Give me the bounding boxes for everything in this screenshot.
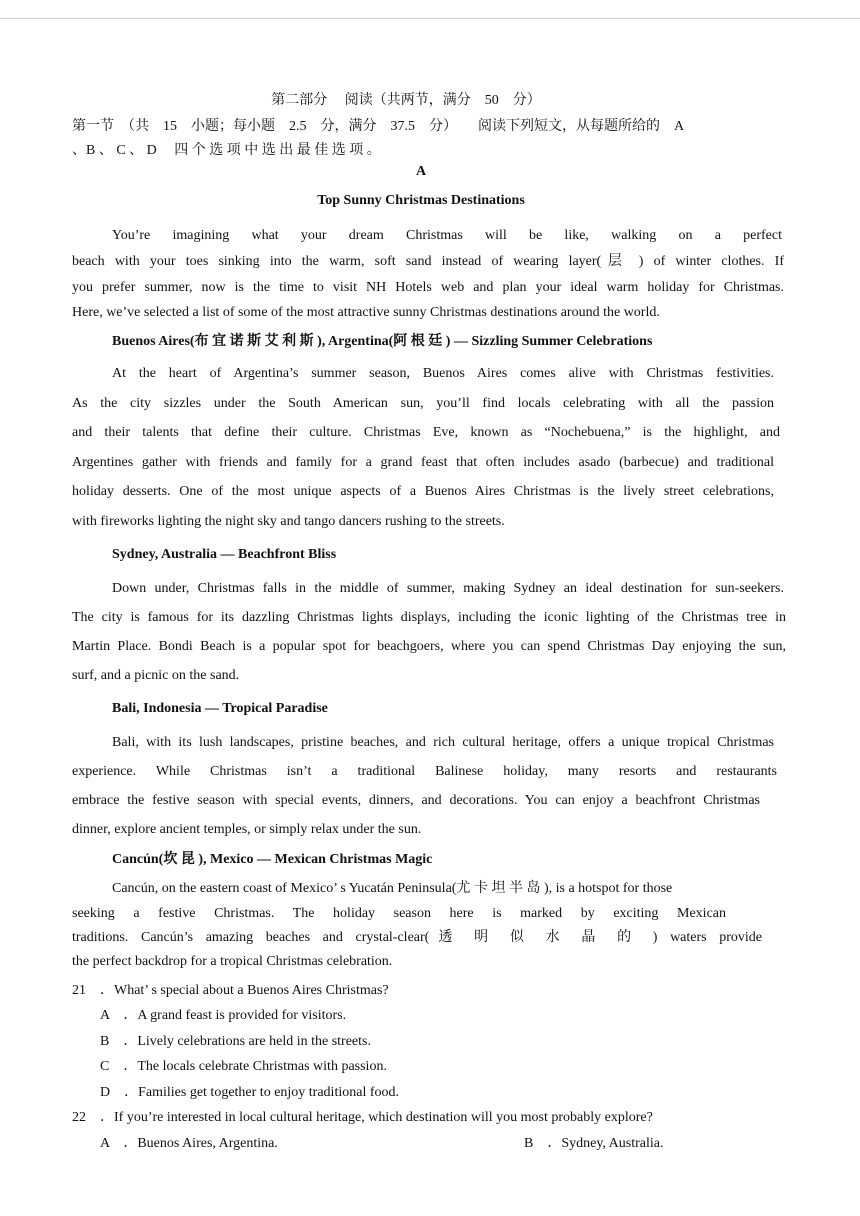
question-22-option-b: B ．Sydney, Australia. <box>524 1136 664 1151</box>
question-21-option-c: C ．The locals celebrate Christmas with passion. <box>100 1059 387 1074</box>
section-heading-cancun: Cancún(坎 昆 ), Mexico — Mexican Christmas Magic <box>112 852 433 867</box>
section-line: traditions. Cancún’s amazing beaches and crystal-clear(透 明 似 水 晶 的 ) waters provide <box>72 930 762 945</box>
question-21-option-b: B ．Lively celebrations are held in the streets. <box>100 1034 371 1049</box>
intro-line: beach with your toes sinking into the warm, soft sand instead of wearing layer(层 ) of winter clothes. If <box>72 254 784 269</box>
section-instruction-line1: 第一节 （共 15 小题；每小题 2.5 分，满分 37.5 分） 阅读下列短文，从每题所给的 A <box>72 119 685 134</box>
part-title: 第二部分 阅读（共两节，满分 50 分） <box>271 93 541 108</box>
section-line: embrace the festive season with special events, dinners, and decorations. You can enjoy a beachfront Christmas <box>72 793 760 808</box>
section-line: Bali, with its lush landscapes, pristine beaches, and rich cultural heritage, offers a unique tropical Christmas <box>112 735 774 750</box>
section-line: the perfect backdrop for a tropical Christmas celebration. <box>72 954 393 969</box>
section-line: holiday desserts. One of the most unique aspects of a Buenos Aires Christmas is the lively street celebrations, <box>72 484 774 499</box>
section-line: At the heart of Argentina’s summer season, Buenos Aires comes alive with Christmas festivities. <box>112 366 774 381</box>
section-line: surf, and a picnic on the sand. <box>72 668 240 683</box>
intro-line: You’re imagining what your dream Christmas will be like, walking on a perfect <box>112 228 782 243</box>
section-heading-buenos-aires: Buenos Aires(布 宜 诺 斯 艾 利 斯 ), Argentina(阿 根 廷 ) — Sizzling Summer Celebrations <box>112 334 653 349</box>
question-21-stem: 21 ．What’ s special about a Buenos Aires Christmas? <box>72 983 389 998</box>
section-instruction-line2: 、B 、 C 、 D 四 个 选 项 中 选 出 最 佳 选 项 。 <box>72 143 381 158</box>
section-line: Down under, Christmas falls in the middle of summer, making Sydney an ideal destination for sun-seekers. <box>112 581 784 596</box>
section-line: Argentines gather with friends and family for a grand feast that often includes asado (barbecue) and traditional <box>72 455 774 470</box>
top-divider <box>0 18 860 19</box>
section-heading-sydney: Sydney, Australia — Beachfront Bliss <box>112 547 337 562</box>
section-line: The city is famous for its dazzling Christmas lights displays, including the iconic lighting of the Christmas tree in <box>72 610 786 625</box>
section-line: dinner, explore ancient temples, or simply relax under the sun. <box>72 822 422 837</box>
question-22-stem: 22 ．If you’re interested in local cultural heritage, which destination will you most probably explore? <box>72 1110 653 1125</box>
section-line: with fireworks lighting the night sky and tango dancers rushing to the streets. <box>72 514 505 529</box>
section-line: and their talents that define their culture. Christmas Eve, known as “Nochebuena,” is the highlight, and <box>72 425 780 440</box>
section-line: experience. While Christmas isn’t a traditional Balinese holiday, many resorts and restaurants <box>72 764 777 779</box>
intro-line: Here, we’ve selected a list of some of the most attractive sunny Christmas destinations around the world. <box>72 305 660 320</box>
section-heading-bali: Bali, Indonesia — Tropical Paradise <box>112 701 328 716</box>
intro-line: you prefer summer, now is the time to visit NH Hotels web and plan your ideal warm holiday for Christmas. <box>72 280 784 295</box>
question-21-option-a: A ．A grand feast is provided for visitors. <box>100 1008 347 1023</box>
article-title: Top Sunny Christmas Destinations <box>317 193 525 208</box>
section-line: As the city sizzles under the South American sun, you’ll find locals celebrating with all the passion <box>72 396 774 411</box>
section-line: Cancún, on the eastern coast of Mexico’ s Yucatán Peninsula(尤 卡 坦 半 岛 ), is a hotspot for those <box>112 881 673 896</box>
section-line: Martin Place. Bondi Beach is a popular spot for beachgoers, where you can spend Christmas Day enjoying the sun, <box>72 639 786 654</box>
passage-letter: A <box>415 164 427 179</box>
question-21-option-d: D ．Families get together to enjoy traditional food. <box>100 1085 399 1100</box>
question-22-option-a: A ．Buenos Aires, Argentina. <box>100 1136 278 1151</box>
section-line: seeking a festive Christmas. The holiday season here is marked by exciting Mexican <box>72 906 726 921</box>
